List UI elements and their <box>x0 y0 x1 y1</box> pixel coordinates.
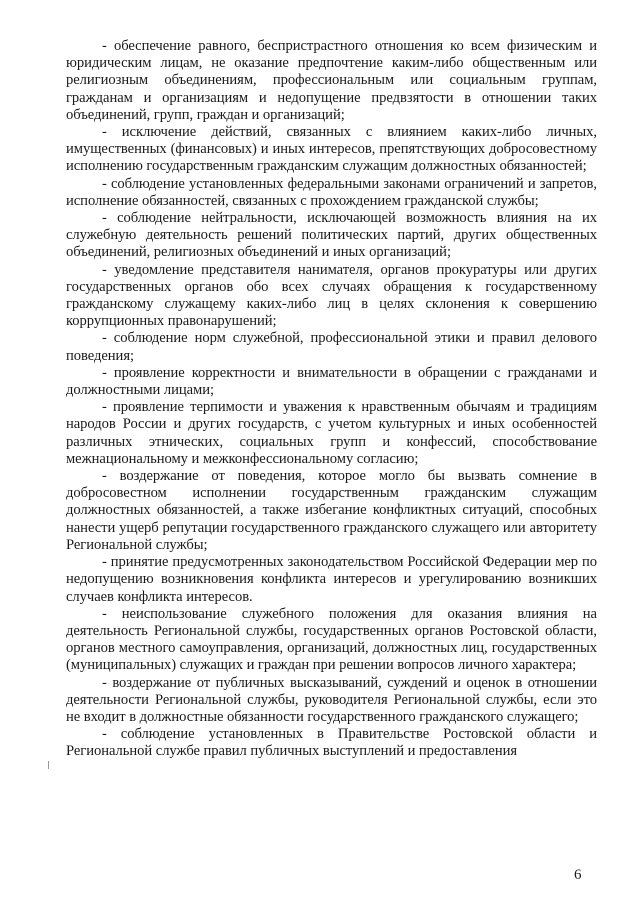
paragraph-avoid-doubt: - воздержание от поведения, которое могло бы вызвать сомнение в добросовестном исполнении государственным гражданским служащим должностных обязанностей, а также избегание конфликтных ситуаций, способных нанести ущерб репутации государственного гражданского служащего или авторитету Региональной службы; <box>66 468 597 553</box>
paragraph-correctness: - проявление корректности и внимательности в обращении с гражданами и должностными лицами; <box>66 364 597 399</box>
paragraph-impartial-treatment: - обеспечение равного, беспристрастного отношения ко всем физическим и юридическим лицам, не оказание предпочтение каким-либо общественным или религиозным объединениям, профессиональным или социальным группам, гражданам и организациям и недопущение предвзятости в отношении таких объединений, групп, граждан и организаций; <box>66 38 597 123</box>
paragraph-restrictions-compliance: - соблюдение установленных федеральными законами ограничений и запретов, исполнение обязанностей, связанных с прохождением гражданской службы; <box>66 175 597 209</box>
paragraph-excluding-interests: - исключение действий, связанных с влиянием каких-либо личных, имущественных (финансовых) и иных интересов, препятствующих добросовестному исполнению государственным гражданским служащим должностных обязанностей; <box>66 124 597 175</box>
paragraph-conflict-of-interest: - принятие предусмотренных законодательством Российской Федерации мер по недопущению возникновения конфликта интересов и урегулированию возникших случаев конфликта интересов. <box>66 554 597 605</box>
scan-artifact <box>48 761 49 769</box>
paragraph-ethics-norms: - соблюдение норм служебной, профессиональной этики и правил делового поведения; <box>66 330 597 364</box>
paragraph-notification: - уведомление представителя нанимателя, органов прокуратуры или других государственных органов обо всех случаях обращения к государственному гражданскому служащему каких-либо лиц в целях склонения к совершению коррупционных правонарушений; <box>66 261 597 330</box>
paragraph-neutrality: - соблюдение нейтральности, исключающей возможность влияния на их служебную деятельность решений политических партий, других общественных объединений, религиозных объединений и иных организаций; <box>66 210 597 261</box>
paragraph-tolerance: - проявление терпимости и уважения к нравственным обычаям и традициям народов России и других государств, с учетом культурных и иных особенностей различных этнических, социальных групп и конфессий, способствование межнациональному и межконфессиональному согласию; <box>66 399 597 467</box>
body-text <box>66 38 597 761</box>
page-number: 6 <box>574 867 582 883</box>
paragraph-official-position: - неиспользование служебного положения для оказания влияния на деятельность Региональной службы, государственных органов Ростовской области, органов местного самоуправления, организаций, должностных лиц, государственных (муниципальных) служащих и граждан при решении вопросов личного характера; <box>66 605 597 674</box>
paragraph-public-statements: - воздержание от публичных высказываний, суждений и оценок в отношении деятельности Региональной службы, руководителя Региональной службы, если это не входит в должностные обязанности государственного гражданского служащего; <box>66 674 597 725</box>
paragraph-public-speaking-rules: - соблюдение установленных в Правительстве Ростовской области и Региональной службе правил публичных выступлений и предоставления <box>66 726 597 760</box>
